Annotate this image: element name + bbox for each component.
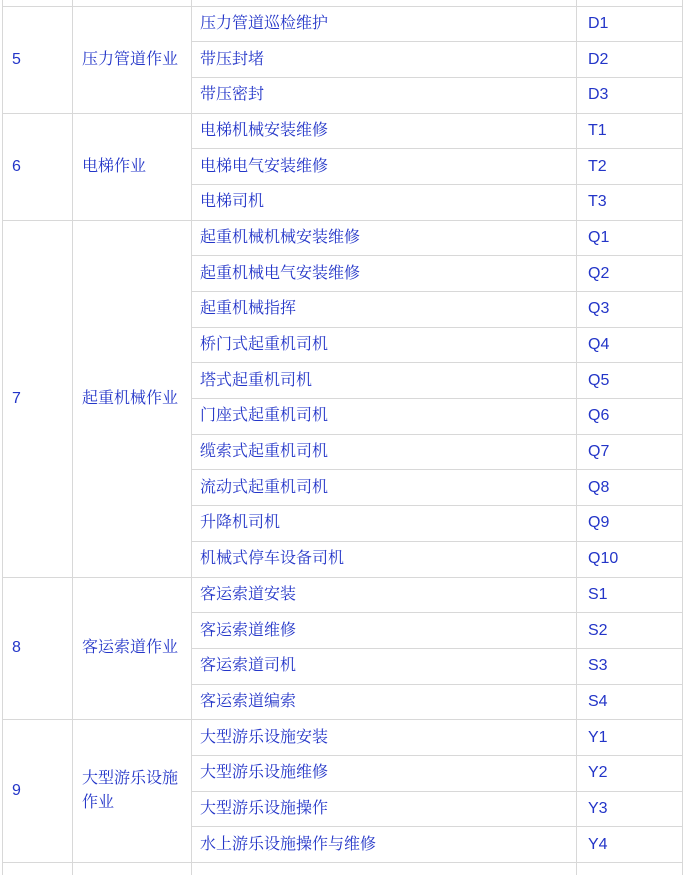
item-name-cell: 电梯司机 — [192, 184, 577, 220]
item-code-cell: D3 — [577, 77, 683, 113]
item-name-cell: 客运索道编索 — [192, 684, 577, 720]
item-code-cell: Q4 — [577, 327, 683, 363]
item-code-cell: Q3 — [577, 292, 683, 328]
item-code-cell: Y1 — [577, 720, 683, 756]
item-code-cell: Q9 — [577, 506, 683, 542]
section-number-cell: 5 — [3, 6, 73, 113]
section-number-cell — [3, 863, 73, 875]
table-row — [3, 720, 683, 756]
section-category-cell — [73, 863, 192, 875]
item-code-cell: S2 — [577, 613, 683, 649]
item-code-cell: Y2 — [577, 755, 683, 791]
item-name-cell: 压力管道巡检维护 — [192, 6, 577, 42]
item-name-cell: 流动式起重机司机 — [192, 470, 577, 506]
section-category-cell: 客运索道作业 — [73, 577, 192, 720]
item-name-cell: 起重机械电气安装维修 — [192, 256, 577, 292]
item-name-cell: 客运索道维修 — [192, 613, 577, 649]
item-code-cell: S4 — [577, 684, 683, 720]
item-name-cell: 起重机械机械安装维修 — [192, 220, 577, 256]
item-code-cell: S1 — [577, 577, 683, 613]
item-name-cell: 门座式起重机司机 — [192, 399, 577, 435]
item-code-cell: D2 — [577, 42, 683, 78]
item-name-cell: 大型游乐设施维修 — [192, 755, 577, 791]
table-row — [3, 220, 683, 256]
item-code-cell: Y3 — [577, 791, 683, 827]
item-code-cell: S3 — [577, 648, 683, 684]
item-code-cell: Q6 — [577, 399, 683, 435]
item-name-cell: 客运索道安装 — [192, 577, 577, 613]
item-code-cell: Q7 — [577, 434, 683, 470]
item-name-cell: 桥门式起重机司机 — [192, 327, 577, 363]
section-category-cell: 大型游乐设施作业 — [73, 720, 192, 863]
table-row — [3, 863, 683, 875]
section-category-cell: 压力管道作业 — [73, 6, 192, 113]
item-code-cell: Y4 — [577, 827, 683, 863]
item-name-cell: 大型游乐设施操作 — [192, 791, 577, 827]
special-operations-table — [2, 0, 683, 875]
section-category-cell: 起重机械作业 — [73, 220, 192, 577]
item-name-cell: 机械式停车设备司机 — [192, 541, 577, 577]
item-code-cell: Q10 — [577, 541, 683, 577]
section-number-cell: 6 — [3, 113, 73, 220]
table-row — [3, 6, 683, 42]
item-name-cell: 带压密封 — [192, 77, 577, 113]
item-code-cell: T3 — [577, 184, 683, 220]
section-number-cell: 8 — [3, 577, 73, 720]
section-number-cell: 7 — [3, 220, 73, 577]
item-code-cell: Q2 — [577, 256, 683, 292]
item-code-cell: Q5 — [577, 363, 683, 399]
item-code-cell: D1 — [577, 6, 683, 42]
item-name-cell: 起重机械指挥 — [192, 292, 577, 328]
item-code-cell: T1 — [577, 113, 683, 149]
table-row — [3, 577, 683, 613]
item-name-cell — [192, 863, 577, 875]
item-name-cell: 塔式起重机司机 — [192, 363, 577, 399]
item-code-cell: T2 — [577, 149, 683, 185]
table-body — [3, 6, 683, 863]
cropped-next-row — [3, 863, 683, 875]
item-code-cell — [577, 863, 683, 875]
item-name-cell: 带压封堵 — [192, 42, 577, 78]
item-name-cell: 客运索道司机 — [192, 648, 577, 684]
item-code-cell: Q8 — [577, 470, 683, 506]
item-code-cell: Q1 — [577, 220, 683, 256]
item-name-cell: 升降机司机 — [192, 506, 577, 542]
item-name-cell: 缆索式起重机司机 — [192, 434, 577, 470]
table-row — [3, 113, 683, 149]
item-name-cell: 水上游乐设施操作与维修 — [192, 827, 577, 863]
item-name-cell: 大型游乐设施安装 — [192, 720, 577, 756]
section-number-cell: 9 — [3, 720, 73, 863]
item-name-cell: 电梯电气安装维修 — [192, 149, 577, 185]
item-name-cell: 电梯机械安装维修 — [192, 113, 577, 149]
section-category-cell: 电梯作业 — [73, 113, 192, 220]
